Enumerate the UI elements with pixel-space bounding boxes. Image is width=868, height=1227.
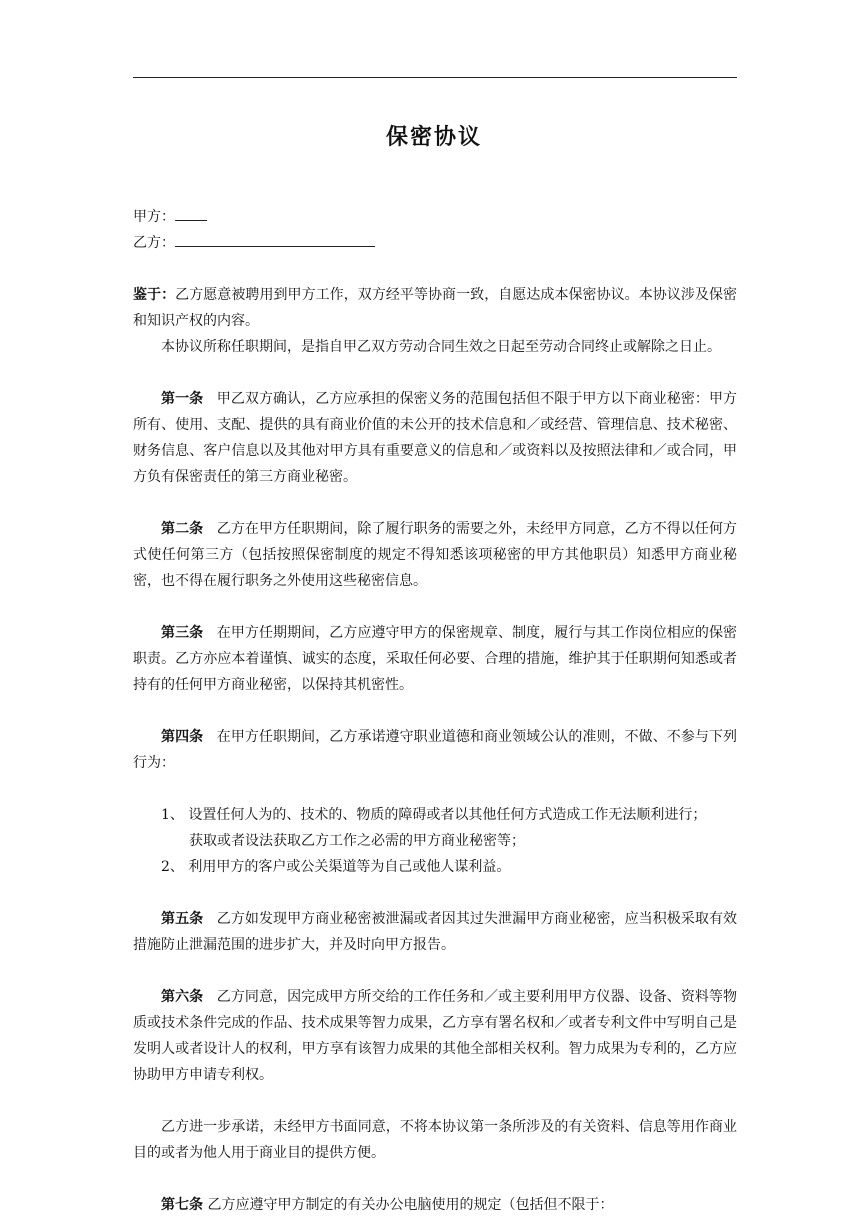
party-b-line [133,229,737,255]
list-item [133,802,737,828]
article-label: 第二条 [161,521,204,537]
list-item-continuation: 获取或者设法获取乙方工作之必需的甲方商业秘密等； [189,833,525,849]
article-label: 第七条 [161,1197,203,1213]
article-4 [133,724,737,776]
party-a-line [133,203,737,229]
article-text: 乙方应遵守甲方制定的有关办公电脑使用的规定（包括但不限于： [207,1197,614,1213]
article-text: 在甲方任职期间，乙方承诺遵守职业道德和商业领域公认的准则，不做、不参与下列行为： [133,729,738,771]
article-2 [133,516,737,594]
document-body [133,203,737,1218]
party-a-blank [175,203,207,221]
list-item-number: 1、 [161,807,184,823]
further-commitment-paragraph: 乙方进一步承诺，未经甲方书面同意，不将本协议第一条所涉及的有关资料、信息等用作商业目的或者为他人用于商业目的提供方便。 [133,1119,737,1161]
party-b-blank [175,229,375,247]
article-3 [133,620,737,698]
list-item-text: 设置任何人为的、技术的、物质的障碍或者以其他任何方式造成工作无法顺利进行； [188,807,707,823]
article-label: 第四条 [161,729,204,745]
whereas-label: 鉴于： [133,287,176,303]
whereas-paragraph [133,282,737,334]
list-item-number: 2、 [161,859,184,875]
article-label: 第五条 [161,911,204,927]
header-rule [133,77,737,78]
party-b-label: 乙方： [133,235,175,251]
article-5 [133,906,737,958]
article-label: 第六条 [161,989,204,1005]
article-label: 第三条 [161,625,204,641]
employment-period-paragraph: 本协议所称任职期间，是指自甲乙双方劳动合同生效之日起至劳动合同终止或解除之日止。 [161,339,721,355]
article-text: 乙方如发现甲方商业秘密被泄漏或者因其过失泄漏甲方商业秘密，应当积极采取有效措施防止泄漏范围的进步扩大，并及时向甲方报告。 [133,911,738,953]
article-7 [133,1192,737,1218]
article-text: 乙方同意，因完成甲方所交给的工作任务和／或主要利用甲方仪器、设备、资料等物质或技术条件完成的作品、技术成果等智力成果，乙方享有署名权和／或者专利文件中写明自己是发明人或者设计人的权利，甲方享有该智力成果的其他全部相关权利。智力成果为专利的，乙方应协助甲方申请专利权。 [133,989,738,1083]
list-item [133,854,737,880]
document-title: 保密协议 [385,124,482,150]
whereas-text: 乙方愿意被聘用到甲方工作，双方经平等协商一致，自愿达成本保密协议。本协议涉及保密和知识产权的内容。 [133,287,738,329]
article-text: 在甲方任期期间，乙方应遵守甲方的保密规章、制度，履行与其工作岗位相应的保密职责。乙方亦应本着谨慎、诚实的态度，采取任何必要、合理的措施，维护其于任职期何知悉或者持有的任何甲方商业秘密，以保持其机密性。 [133,625,738,693]
article-1 [133,386,737,490]
list-item-text: 利用甲方的客户或公关渠道等为自己或他人谋利益。 [188,859,511,875]
article-6 [133,984,737,1088]
article-text: 乙方在甲方任职期间，除了履行职务的需要之外，未经甲方同意，乙方不得以任何方式使任何第三方（包括按照保密制度的规定不得知悉该项秘密的甲方其他职员）知悉甲方商业秘密，也不得在履行职务之外使用这些秘密信息。 [133,521,738,589]
party-a-label: 甲方： [133,209,175,225]
article-text: 甲乙双方确认，乙方应承担的保密义务的范围包括但不限于甲方以下商业秘密：甲方所有、使用、支配、提供的具有商业价值的未公开的技术信息和／或经营、管理信息、技术秘密、财务信息、客户信息以及其他对甲方具有重要意义的信息和／或资料以及按照法律和／或合同，甲方负有保密责任的第三方商业秘密。 [133,391,738,485]
article-label: 第一条 [161,391,204,407]
